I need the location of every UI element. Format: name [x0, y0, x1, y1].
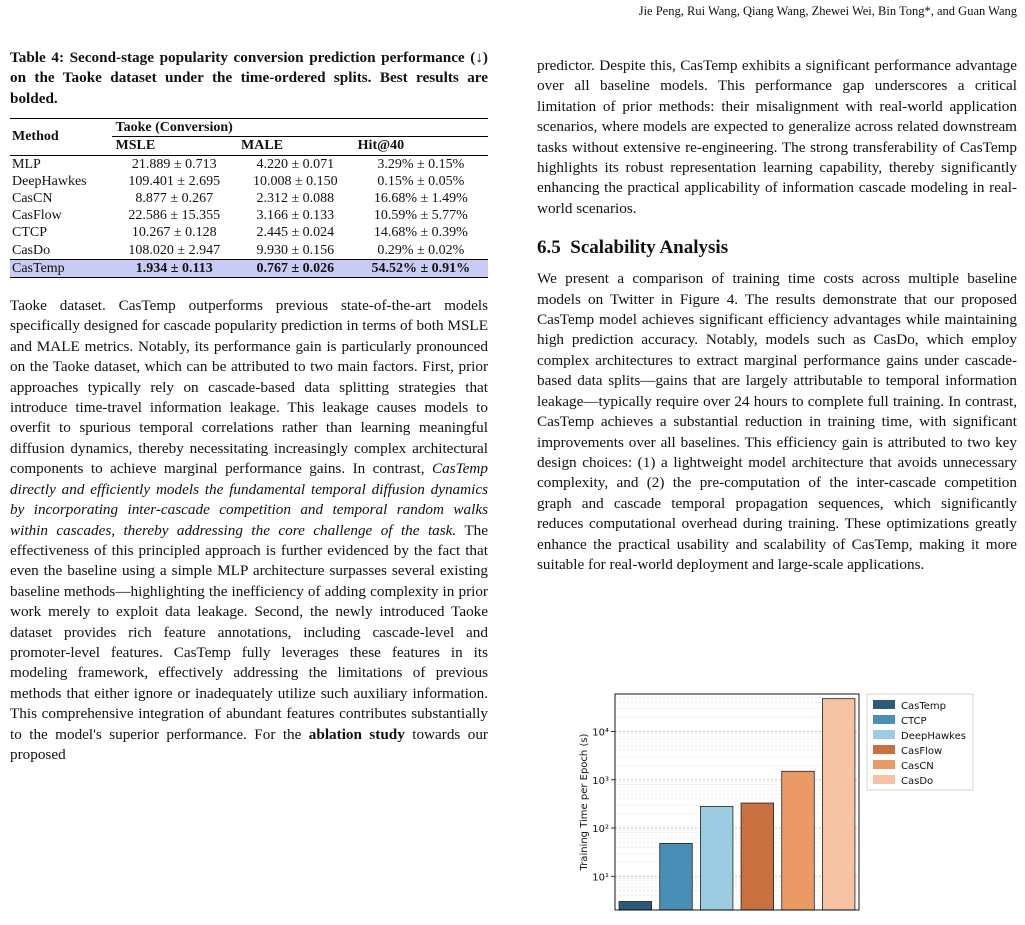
- cell-male: 9.930 ± 0.156: [256, 242, 335, 258]
- section-title: Scalability Analysis: [570, 237, 729, 259]
- legend-swatch: [873, 745, 895, 754]
- cell-method: CTCP: [12, 225, 48, 241]
- legend-label: CasTemp: [901, 701, 946, 712]
- section-number: 6.5: [537, 237, 561, 259]
- y-tick-label: 10⁴: [592, 727, 609, 739]
- cell-method: MLP: [12, 156, 41, 172]
- right-paragraph-1: predictor. Despite this, CasTemp exhibits a significant performance advantage over all baseline models. This performance gap underscores a critical limitation of prior methods: their misalignment with real-world application scenarios, where models are expected to generalize across related downstream tasks without extensive re-engineering. The strong transferability of CasTemp highlights its robust representation learning capability, thereby significantly enhancing the practical applicability of information cascade modeling in real-world scenarios.: [537, 57, 1017, 217]
- bar-castemp: [619, 902, 652, 910]
- cell-hit: 10.59% ± 5.77%: [373, 208, 468, 224]
- legend-label: CasCN: [901, 761, 934, 772]
- legend-label: DeepHawkes: [901, 731, 966, 742]
- table-caption: Table 4: Second-stage popularity conversion prediction performance (↓) on the Taoke dataset under the time-ordered splits. Best results are bolded.: [10, 49, 488, 107]
- cell-method: CasTemp: [10, 259, 112, 277]
- results-table: [10, 118, 488, 278]
- table-row: [10, 242, 488, 260]
- col-header-male: MALE: [241, 138, 283, 154]
- col-header-hit: Hit@40: [357, 138, 405, 154]
- group-header: Taoke (Conversion): [112, 119, 488, 137]
- training-time-chart: [573, 690, 983, 920]
- legend-swatch: [873, 775, 895, 784]
- col-header-msle: MSLE: [115, 138, 156, 154]
- table-row: [10, 155, 488, 173]
- cell-male: 3.166 ± 0.133: [256, 208, 335, 224]
- bar-casflow: [741, 803, 774, 910]
- section-heading: [537, 236, 1017, 260]
- cell-method: CasDo: [12, 242, 51, 258]
- running-header: Jie Peng, Rui Wang, Qiang Wang, Zhewei Wei, Bin Tong*, and Guan Wang: [638, 4, 1017, 18]
- left-column: [10, 48, 488, 765]
- method-header: Method: [12, 129, 59, 145]
- cell-hit: 3.29% ± 0.15%: [377, 156, 465, 172]
- table-row: [10, 224, 488, 241]
- cell-method: CasFlow: [12, 208, 62, 224]
- cell-msle: 109.401 ± 2.695: [128, 173, 221, 189]
- left-paragraph: [10, 296, 488, 765]
- legend-label: CasDo: [901, 776, 934, 787]
- table-row-best: [10, 259, 488, 277]
- text-run: towards our proposed: [10, 725, 488, 763]
- strong-run: ablation study: [308, 725, 405, 743]
- legend-swatch: [873, 760, 895, 769]
- y-axis-label: Training Time per Epoch (s): [579, 733, 590, 871]
- y-tick-label: 10²: [592, 824, 609, 836]
- cell-hit: 0.29% ± 0.02%: [377, 242, 465, 258]
- cell-method: DeepHawkes: [12, 173, 87, 189]
- cell-male: 10.008 ± 0.150: [252, 173, 338, 189]
- emphasis-run: CasTemp directly and efficiently models the fundamental temporal diffusion dynamics by incorporating inter-cascade competition and temporal random walks within cascades, thereby addressing the core challenge of the task.: [10, 460, 488, 539]
- legend-label: CasFlow: [901, 746, 943, 757]
- right-paragraph-2: We present a comparison of training time costs across multiple baseline models on Twitter in Figure 4. The results demonstrate that our proposed CasTemp model achieves significant efficiency advantages while maintaining high prediction accuracy. Notably, models such as CasDo, which employ complex architectures to extract marginal performance gains under cascade-based data splits—gains that are largely attributable to temporal information leakage—typically require over 24 hours to complete full training. In contrast, CasTemp achieves a substantial reduction in training time, with significant improvements over all baselines. This efficiency gain is attributed to two key design choices: (1) a lightweight model architecture that avoids unnecessary complexity, and (2) the pre-computation of the inter-cascade competition graph and cascade temporal propagation sequences, which significantly reduces computational overhead during training. These optimizations greatly enhance the practical usability and scalability of CasTemp, making it more suitable for real-world deployment and large-scale applications.: [537, 270, 1017, 573]
- cell-male: 2.445 ± 0.024: [256, 225, 335, 241]
- legend-swatch: [873, 730, 895, 739]
- bar-ctcp: [660, 843, 693, 910]
- cell-msle: 8.877 ± 0.267: [135, 191, 214, 207]
- y-tick-label: 10¹: [592, 872, 609, 884]
- bar-cascn: [782, 771, 815, 910]
- table-row: [10, 173, 488, 190]
- legend-label: CTCP: [901, 716, 927, 727]
- text-run: The effectiveness of this principled approach is further evidenced by the fact that even the baseline using a simple MLP architecture surpasses several existing baseline methods—highlighting the inefficiency of adding complexity in prior work merely to exploit data leakage. Second, the newly introduced Taoke dataset provides rich feature annotations, including cascade-level and promoter-level features. CasTemp fully leverages these features in its modeling framework, effectively addressing the limitations of previous methods that either ignore or inadequately utilize such auxiliary information. This comprehensive integration of abundant features contributes substantially to the model's superior performance. For the: [10, 521, 488, 743]
- cell-method: CasCN: [12, 191, 53, 207]
- bar-casdo: [822, 699, 855, 910]
- y-tick-label: 10³: [592, 775, 609, 787]
- bar-deephawkes: [700, 806, 733, 910]
- text-run: Taoke dataset. CasTemp outperforms previous state-of-the-art models specifically designed for cascade popularity prediction in terms of both MSLE and MALE metrics. Notably, its performance gain is particularly pronounced on the Taoke dataset, which can be attributed to two main factors. First, prior approaches typically rely on cascade-based data splitting strategies that introduce time-travel information leakage. This leakage causes models to overfit to spurious temporal correlations rather than learning meaningful diffusion dynamics, thereby necessitating increasingly complex architectural components to achieve marginal performance gains. In contrast,: [10, 297, 488, 478]
- cell-msle: 108.020 ± 2.947: [128, 242, 221, 258]
- cell-hit: 14.68% ± 0.39%: [373, 225, 468, 241]
- cell-hit: 54.52% ± 0.91%: [354, 259, 488, 277]
- cell-msle: 1.934 ± 0.113: [112, 259, 237, 277]
- table-row: [10, 190, 488, 207]
- cell-hit: 16.68% ± 1.49%: [373, 191, 468, 207]
- cell-msle: 10.267 ± 0.128: [131, 225, 217, 241]
- cell-male: 2.312 ± 0.088: [256, 191, 335, 207]
- legend-swatch: [873, 715, 895, 724]
- right-column: [537, 56, 1017, 575]
- table-row: [10, 207, 488, 224]
- cell-msle: 21.889 ± 0.713: [131, 156, 217, 172]
- cell-male: 4.220 ± 0.071: [256, 156, 335, 172]
- cell-msle: 22.586 ± 15.355: [128, 208, 221, 224]
- legend-swatch: [873, 700, 895, 709]
- cell-hit: 0.15% ± 0.05%: [377, 173, 465, 189]
- chart-svg: [573, 690, 983, 920]
- cell-male: 0.767 ± 0.026: [237, 259, 354, 277]
